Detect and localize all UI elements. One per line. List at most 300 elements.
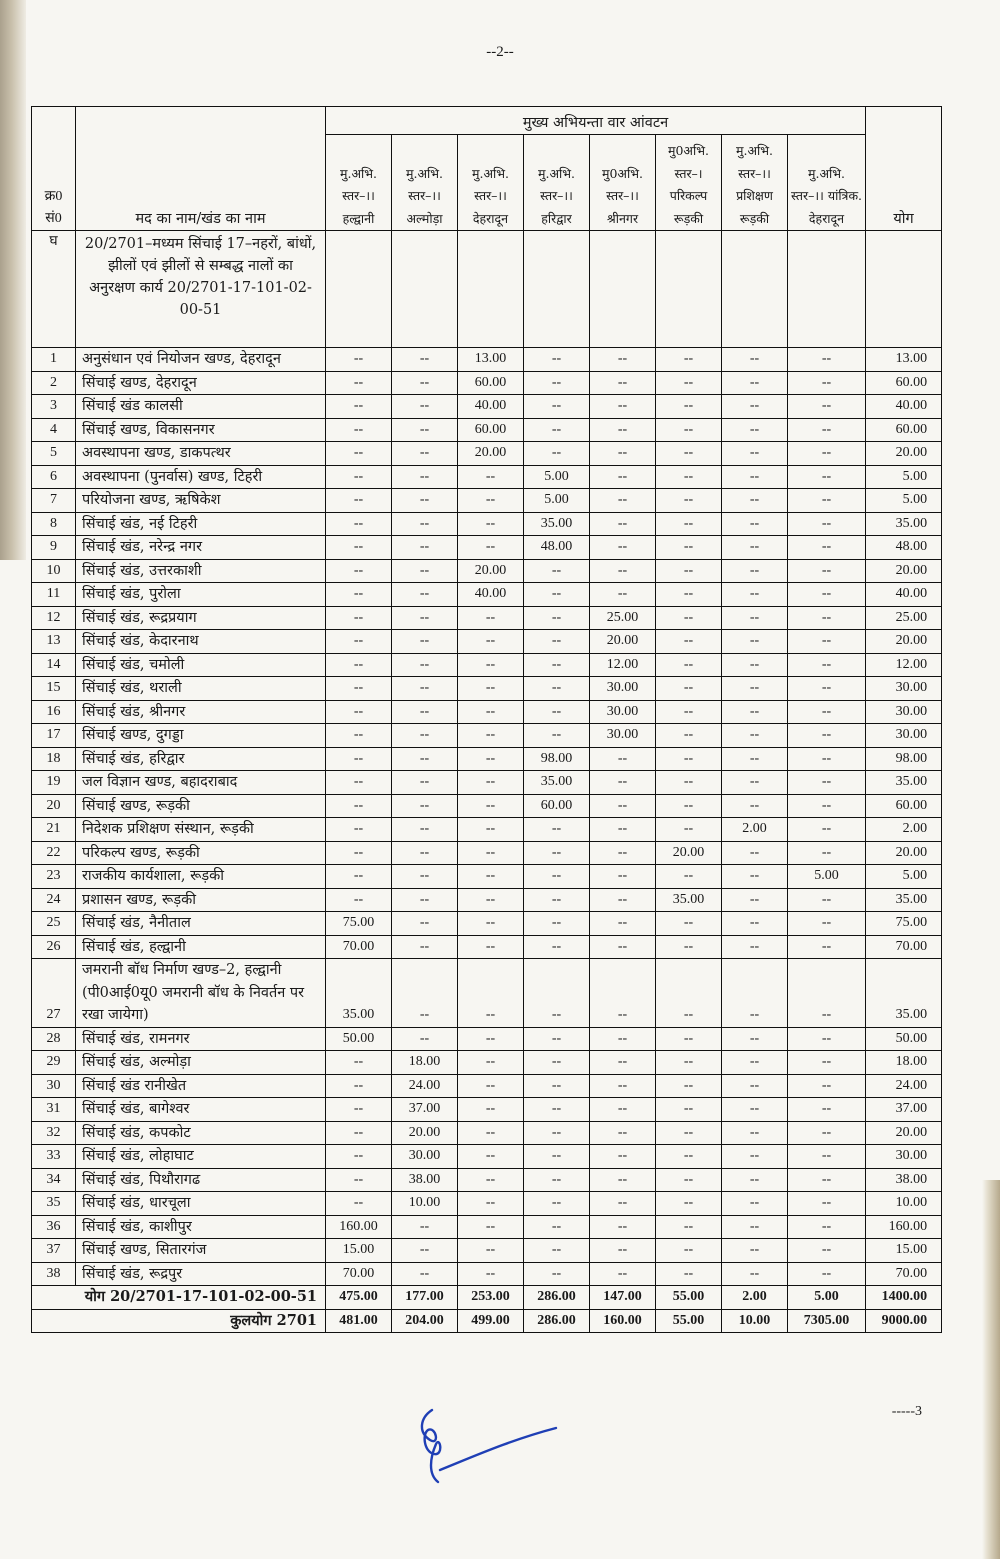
cell-value: -- <box>524 395 590 419</box>
cell-value: -- <box>524 583 590 607</box>
cell-value: -- <box>458 1051 524 1075</box>
cell-value: -- <box>656 865 722 889</box>
table-row <box>32 418 942 442</box>
cell-value: -- <box>656 794 722 818</box>
cell-value: -- <box>722 912 788 936</box>
cell-value: -- <box>656 677 722 701</box>
cell-value: -- <box>788 1262 866 1286</box>
cell-value: -- <box>722 536 788 560</box>
cell-value: -- <box>656 465 722 489</box>
section-empty-cell <box>866 231 942 348</box>
cell-value: -- <box>392 1215 458 1239</box>
cell-value: -- <box>656 1239 722 1263</box>
cell-value: 30.00 <box>590 677 656 701</box>
cell-value: -- <box>590 1051 656 1075</box>
row-total: 2.00 <box>866 818 942 842</box>
row-number: 25 <box>32 912 76 936</box>
cell-value: -- <box>392 747 458 771</box>
cell-value: -- <box>788 888 866 912</box>
cell-value: 20.00 <box>458 559 524 583</box>
row-total: 35.00 <box>866 771 942 795</box>
cell-value: -- <box>326 841 392 865</box>
table-row <box>32 630 942 654</box>
cell-value: -- <box>722 1121 788 1145</box>
row-number: 15 <box>32 677 76 701</box>
cell-value: -- <box>326 583 392 607</box>
cell-value: -- <box>722 841 788 865</box>
header-group: मुख्य अभियन्ता वार आंवटन <box>326 107 866 135</box>
allocation-table <box>31 106 942 1333</box>
cell-value: -- <box>524 959 590 1028</box>
cell-value: -- <box>788 348 866 372</box>
cell-value: -- <box>524 677 590 701</box>
cell-value: -- <box>656 1168 722 1192</box>
cell-value: -- <box>788 418 866 442</box>
cell-value: -- <box>722 371 788 395</box>
cell-value: -- <box>458 700 524 724</box>
row-number: 38 <box>32 1262 76 1286</box>
cell-value: -- <box>458 724 524 748</box>
table-row <box>32 559 942 583</box>
cell-value: -- <box>722 606 788 630</box>
cell-value: -- <box>326 1168 392 1192</box>
row-name: सिंचाई खंड, हल्द्वानी <box>76 935 326 959</box>
cell-value: -- <box>656 1145 722 1169</box>
cell-value: 98.00 <box>524 747 590 771</box>
cell-value: 20.00 <box>458 442 524 466</box>
cell-value: -- <box>458 1121 524 1145</box>
cell-value: -- <box>788 1215 866 1239</box>
cell-value: 40.00 <box>458 583 524 607</box>
cell-value: 5.00 <box>788 1286 866 1310</box>
table-row <box>32 1121 942 1145</box>
table-row <box>32 700 942 724</box>
cell-value: -- <box>722 677 788 701</box>
table-row <box>32 1027 942 1051</box>
cell-value: -- <box>326 371 392 395</box>
cell-value: 55.00 <box>656 1309 722 1333</box>
signature <box>410 1400 570 1500</box>
cell-value: -- <box>722 559 788 583</box>
cell-value: 253.00 <box>458 1286 524 1310</box>
header-col-6: मु0अभि. स्तर–। परिकल्प रूड़की <box>656 135 722 231</box>
cell-value: -- <box>392 653 458 677</box>
row-number: 1 <box>32 348 76 372</box>
cell-value: -- <box>326 865 392 889</box>
cell-value: -- <box>656 724 722 748</box>
cell-value: 24.00 <box>392 1074 458 1098</box>
cell-value: -- <box>722 1262 788 1286</box>
row-name: सिंचाई खंड, लोहाघाट <box>76 1145 326 1169</box>
table-row <box>32 512 942 536</box>
section-empty-cell <box>590 231 656 348</box>
cell-value: 60.00 <box>458 371 524 395</box>
table-row <box>32 583 942 607</box>
cell-value: -- <box>458 1239 524 1263</box>
cell-value: -- <box>458 935 524 959</box>
cell-value: -- <box>458 888 524 912</box>
cell-value: -- <box>656 583 722 607</box>
cell-value: 35.00 <box>524 771 590 795</box>
cell-value: -- <box>788 1074 866 1098</box>
cell-value: -- <box>788 371 866 395</box>
cell-value: -- <box>722 700 788 724</box>
table-row <box>32 677 942 701</box>
row-total: 60.00 <box>866 418 942 442</box>
cell-value: -- <box>590 1168 656 1192</box>
row-total: 37.00 <box>866 1098 942 1122</box>
table-row <box>32 1051 942 1075</box>
cell-value: -- <box>392 794 458 818</box>
cell-value: -- <box>392 559 458 583</box>
cell-value: -- <box>524 700 590 724</box>
cell-value: -- <box>656 1027 722 1051</box>
section-empty-cell <box>524 231 590 348</box>
row-total: 10.00 <box>866 1192 942 1216</box>
cell-value: -- <box>656 606 722 630</box>
cell-value: 55.00 <box>656 1286 722 1310</box>
cell-value: -- <box>524 1074 590 1098</box>
cell-value: -- <box>656 1215 722 1239</box>
cell-value: -- <box>656 442 722 466</box>
row-number: 9 <box>32 536 76 560</box>
cell-value: -- <box>722 583 788 607</box>
table-row <box>32 1192 942 1216</box>
row-number: 11 <box>32 583 76 607</box>
cell-value: -- <box>458 1145 524 1169</box>
cell-value: -- <box>788 794 866 818</box>
row-name: सिंचाई खंड, नई टिहरी <box>76 512 326 536</box>
cell-value: -- <box>524 818 590 842</box>
cell-value: -- <box>458 865 524 889</box>
cell-value: -- <box>326 1145 392 1169</box>
cell-value: -- <box>722 512 788 536</box>
cell-value: -- <box>788 536 866 560</box>
cell-value: -- <box>722 442 788 466</box>
cell-value: -- <box>524 1192 590 1216</box>
cell-value: -- <box>788 677 866 701</box>
cell-value: -- <box>326 465 392 489</box>
table-row <box>32 771 942 795</box>
table-row <box>32 1262 942 1286</box>
cell-value: -- <box>458 1215 524 1239</box>
cell-value: -- <box>590 841 656 865</box>
cell-value: 18.00 <box>392 1051 458 1075</box>
table-row <box>32 888 942 912</box>
row-number: 6 <box>32 465 76 489</box>
cell-value: -- <box>590 418 656 442</box>
row-number: 34 <box>32 1168 76 1192</box>
section-empty-cell <box>458 231 524 348</box>
cell-value: -- <box>392 348 458 372</box>
cell-value: -- <box>590 348 656 372</box>
section-empty-cell <box>788 231 866 348</box>
cell-value: -- <box>788 1145 866 1169</box>
cell-value: -- <box>392 1262 458 1286</box>
cell-value: -- <box>326 818 392 842</box>
row-number: 20 <box>32 794 76 818</box>
cell-value: 60.00 <box>458 418 524 442</box>
cell-value: -- <box>590 1121 656 1145</box>
cell-value: -- <box>722 747 788 771</box>
table-row <box>32 1074 942 1098</box>
section-empty-cell <box>326 231 392 348</box>
cell-value: -- <box>722 724 788 748</box>
cell-value: -- <box>458 512 524 536</box>
row-number: 16 <box>32 700 76 724</box>
cell-value: 2.00 <box>722 1286 788 1310</box>
cell-value: -- <box>524 559 590 583</box>
row-name: अवस्थापना (पुनर्वास) खण्ड, टिहरी <box>76 465 326 489</box>
cell-value: -- <box>392 512 458 536</box>
table-row <box>32 1098 942 1122</box>
row-total: 38.00 <box>866 1168 942 1192</box>
row-name: अनुसंधान एवं नियोजन खण्ड, देहरादून <box>76 348 326 372</box>
cell-value: -- <box>524 1027 590 1051</box>
table-row <box>32 794 942 818</box>
cell-value: -- <box>788 1239 866 1263</box>
cell-value: -- <box>458 1192 524 1216</box>
cell-value: 70.00 <box>326 1262 392 1286</box>
row-total: 5.00 <box>866 489 942 513</box>
cell-value: -- <box>524 888 590 912</box>
cell-value: 20.00 <box>392 1121 458 1145</box>
cell-value: -- <box>326 559 392 583</box>
cell-value: -- <box>524 630 590 654</box>
cell-value: -- <box>392 395 458 419</box>
header-col-8: मु.अभि. स्तर–।। यांत्रिक. देहरादून <box>788 135 866 231</box>
cell-value: 160.00 <box>590 1309 656 1333</box>
row-name: सिंचाई खण्ड, विकासनगर <box>76 418 326 442</box>
cell-value: 10.00 <box>722 1309 788 1333</box>
cell-value: -- <box>656 536 722 560</box>
cell-value: -- <box>656 1074 722 1098</box>
cell-value: -- <box>392 935 458 959</box>
header-sno: क्र0 सं0 <box>32 107 76 231</box>
table-row <box>32 841 942 865</box>
cell-value: -- <box>524 653 590 677</box>
cell-value: 12.00 <box>590 653 656 677</box>
continue-marker: -----3 <box>891 1404 922 1419</box>
cell-value: 15.00 <box>326 1239 392 1263</box>
row-number: 14 <box>32 653 76 677</box>
cell-value: -- <box>458 818 524 842</box>
row-number: 35 <box>32 1192 76 1216</box>
row-name: सिंचाई खंड, रूद्रपुर <box>76 1262 326 1286</box>
cell-value: -- <box>722 959 788 1028</box>
cell-value: -- <box>722 1145 788 1169</box>
cell-value: -- <box>524 418 590 442</box>
table-row <box>32 1145 942 1169</box>
row-name: सिंचाई खण्ड, देहरादून <box>76 371 326 395</box>
table-row <box>32 1239 942 1263</box>
cell-value: -- <box>524 348 590 372</box>
cell-value: -- <box>326 724 392 748</box>
row-number: 19 <box>32 771 76 795</box>
table-row <box>32 1215 942 1239</box>
row-number: 24 <box>32 888 76 912</box>
row-total: 35.00 <box>866 512 942 536</box>
table-row <box>32 959 942 1028</box>
grand-total-row <box>32 1309 942 1333</box>
cell-value: -- <box>656 559 722 583</box>
header-name: मद का नाम/खंड का नाम <box>76 107 326 231</box>
row-number: 4 <box>32 418 76 442</box>
cell-value: -- <box>326 512 392 536</box>
row-number: 21 <box>32 818 76 842</box>
row-total: 40.00 <box>866 395 942 419</box>
cell-value: -- <box>590 1192 656 1216</box>
cell-value: -- <box>392 771 458 795</box>
row-number: 31 <box>32 1098 76 1122</box>
cell-value: -- <box>788 935 866 959</box>
row-total: 1400.00 <box>866 1286 942 1310</box>
cell-value: -- <box>590 512 656 536</box>
table-row <box>32 653 942 677</box>
row-name: सिंचाई खंड, केदारनाथ <box>76 630 326 654</box>
cell-value: -- <box>326 630 392 654</box>
table-row <box>32 935 942 959</box>
table-row <box>32 747 942 771</box>
cell-value: -- <box>326 395 392 419</box>
cell-value: -- <box>590 1239 656 1263</box>
cell-value: -- <box>590 442 656 466</box>
cell-value: -- <box>656 700 722 724</box>
cell-value: -- <box>590 865 656 889</box>
cell-value: -- <box>590 371 656 395</box>
row-name: सिंचाई खंड, रामनगर <box>76 1027 326 1051</box>
cell-value: -- <box>590 536 656 560</box>
row-name: राजकीय कार्यशाला, रूड़की <box>76 865 326 889</box>
cell-value: 30.00 <box>590 724 656 748</box>
header-col-3: मु.अभि. स्तर–।। देहरादून <box>458 135 524 231</box>
cell-value: -- <box>590 559 656 583</box>
row-name: सिंचाई खंड, काशीपुर <box>76 1215 326 1239</box>
cell-value: -- <box>392 959 458 1028</box>
row-number: 33 <box>32 1145 76 1169</box>
row-name: सिंचाई खंड, चमोली <box>76 653 326 677</box>
cell-value: -- <box>656 1051 722 1075</box>
cell-value: -- <box>788 724 866 748</box>
cell-value: -- <box>722 489 788 513</box>
row-name: निदेशक प्रशिक्षण संस्थान, रूड़की <box>76 818 326 842</box>
row-number: 28 <box>32 1027 76 1051</box>
row-name: प्रशासन खण्ड, रूड़की <box>76 888 326 912</box>
header-col-2: मु.अभि. स्तर–।। अल्मोड़ा <box>392 135 458 231</box>
cell-value: -- <box>458 1098 524 1122</box>
cell-value: -- <box>590 935 656 959</box>
cell-value: 60.00 <box>524 794 590 818</box>
cell-value: -- <box>392 841 458 865</box>
cell-value: -- <box>458 841 524 865</box>
cell-value: -- <box>524 606 590 630</box>
cell-value: -- <box>722 395 788 419</box>
cell-value: 177.00 <box>392 1286 458 1310</box>
cell-value: 25.00 <box>590 606 656 630</box>
row-total: 60.00 <box>866 794 942 818</box>
cell-value: -- <box>392 865 458 889</box>
cell-value: -- <box>326 1121 392 1145</box>
cell-value: -- <box>458 771 524 795</box>
grand-total-row-label: कुलयोग 2701 <box>32 1309 326 1333</box>
cell-value: 20.00 <box>590 630 656 654</box>
row-total: 75.00 <box>866 912 942 936</box>
cell-value: 40.00 <box>458 395 524 419</box>
cell-value: -- <box>722 348 788 372</box>
cell-value: -- <box>788 912 866 936</box>
cell-value: -- <box>524 1051 590 1075</box>
cell-value: 35.00 <box>656 888 722 912</box>
cell-value: 499.00 <box>458 1309 524 1333</box>
cell-value: -- <box>392 606 458 630</box>
cell-value: -- <box>458 794 524 818</box>
cell-value: -- <box>326 747 392 771</box>
row-number: 3 <box>32 395 76 419</box>
row-number: 18 <box>32 747 76 771</box>
cell-value: -- <box>392 418 458 442</box>
cell-value: -- <box>458 536 524 560</box>
cell-value: 204.00 <box>392 1309 458 1333</box>
cell-value: -- <box>656 1262 722 1286</box>
scan-edge-right <box>982 1180 1000 1559</box>
row-total: 70.00 <box>866 1262 942 1286</box>
cell-value: -- <box>656 653 722 677</box>
cell-value: -- <box>788 700 866 724</box>
cell-value: -- <box>392 1027 458 1051</box>
cell-value: -- <box>524 1239 590 1263</box>
table-row <box>32 912 942 936</box>
cell-value: -- <box>722 888 788 912</box>
cell-value: 5.00 <box>788 865 866 889</box>
row-total: 40.00 <box>866 583 942 607</box>
cell-value: -- <box>590 1027 656 1051</box>
row-number: 29 <box>32 1051 76 1075</box>
cell-value: 475.00 <box>326 1286 392 1310</box>
cell-value: -- <box>722 794 788 818</box>
cell-value: -- <box>524 371 590 395</box>
cell-value: -- <box>722 1027 788 1051</box>
cell-value: -- <box>326 677 392 701</box>
cell-value: -- <box>788 771 866 795</box>
page-number: --2-- <box>486 44 514 60</box>
cell-value: 20.00 <box>656 841 722 865</box>
cell-value: -- <box>788 1121 866 1145</box>
cell-value: 481.00 <box>326 1309 392 1333</box>
cell-value: -- <box>590 959 656 1028</box>
row-total: 13.00 <box>866 348 942 372</box>
cell-value: -- <box>524 1098 590 1122</box>
header-col-7: मु.अभि. स्तर–।। प्रशिक्षण रूड़की <box>722 135 788 231</box>
row-total: 50.00 <box>866 1027 942 1051</box>
cell-value: -- <box>656 395 722 419</box>
cell-value: -- <box>524 442 590 466</box>
cell-value: -- <box>722 465 788 489</box>
cell-value: -- <box>788 512 866 536</box>
cell-value: 70.00 <box>326 935 392 959</box>
cell-value: -- <box>656 935 722 959</box>
cell-value: -- <box>524 1168 590 1192</box>
row-name: सिंचाई खंड, कपकोट <box>76 1121 326 1145</box>
cell-value: -- <box>326 888 392 912</box>
row-number: 23 <box>32 865 76 889</box>
table-row <box>32 489 942 513</box>
row-name: सिंचाई खंड कालसी <box>76 395 326 419</box>
header-col-1: मु.अभि. स्तर–।। हल्द्वानी <box>326 135 392 231</box>
row-number: 5 <box>32 442 76 466</box>
cell-value: -- <box>524 1121 590 1145</box>
cell-value: -- <box>326 700 392 724</box>
cell-value: -- <box>590 912 656 936</box>
